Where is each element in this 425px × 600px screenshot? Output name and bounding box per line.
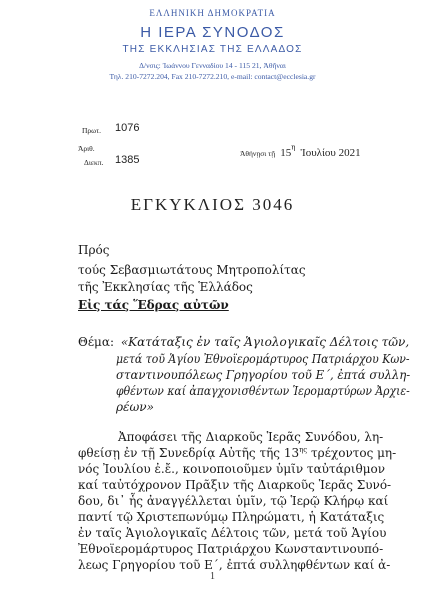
prot-label: Πρωτ.: [82, 126, 101, 135]
subject-line1: «Κατάταξις ἐν ταῖς Ἁγιολογικαῖς Δέλτοις τῶν,: [120, 335, 410, 349]
letterhead-contact: Τηλ. 210-7272.204, Fax 210-7272.210, e-mail: contact@ecclesia.gr: [109, 72, 316, 81]
page-number: 1: [210, 571, 215, 582]
body-line3: νός Ἰουλίου ἐ.ἔ., κοινοποιοῦμεν ὑμῖν ταὐτάριθμον: [78, 462, 386, 476]
subject-line2: μετά τοῦ Ἁγίου Ἐθνοϊερομάρτυρος Πατριάρχου Κων-: [116, 352, 410, 366]
letterhead-church: ΤΗΣ ΕΚΚΛΗΣΙΑΣ ΤΗΣ ΕΛΛΑΔΟΣ: [122, 44, 303, 55]
recipient-line1: τούς Σεβασμιωτάτους Μητροπολίτας: [78, 263, 306, 277]
subject-line1-row: [78, 335, 409, 349]
subject-line3: σταντινουπόλεως Γρηγορίου τοῦ Ε΄, ἐπτά συλλη-: [116, 368, 411, 382]
recipient-line3: Εἰς τάς Ἕδρας αὐτῶν: [78, 298, 229, 312]
ar-label: Ἀριθ.: [78, 144, 95, 153]
diekp-value: 1385: [115, 154, 140, 166]
body-line1: Ἀποφάσει τῆς Διαρκοῦς Ἱερᾶς Συνόδου, λη-: [118, 430, 384, 444]
body-line6: παντί τῷ Χριστεπωνύμῳ Πληρώματι, ἡ Κατάταξις: [78, 510, 385, 524]
body-line4: καί ταὐτόχρονον Πρᾶξιν τῆς Διαρκοῦς Ἱερᾶς Συνό-: [78, 478, 392, 492]
body-line2-b: τρέχοντος μη-: [307, 446, 397, 460]
diekp-label: Διεκπ.: [84, 158, 104, 167]
body-line2: [78, 446, 396, 460]
date-day: 15: [280, 147, 292, 159]
document-date: [240, 141, 361, 160]
prot-value: 1076: [115, 122, 140, 134]
body-line8: Ἐθνοϊερομάρτυρος Πατριάρχου Κωνσταντινουπό-: [78, 542, 384, 556]
letterhead-address: Δ/νσις: Ἰωάννου Γενναδίου 14 - 115 21, Ἀθῆναι: [139, 61, 286, 70]
body-line7: ἐν ταῖς Ἁγιολογικαῖς Δέλτοις τῶν, μετά τοῦ Ἁγίου: [78, 526, 387, 540]
subject-line4: φθέντων καί ἀπαγχονισθέντων Ἱερομαρτύρων Ἀρχιε-: [116, 384, 410, 398]
body-line2-sup: ης: [299, 446, 308, 454]
body-line9: λεως Γρηγορίου τοῦ Ε΄, ἐπτά συλληφθέντων καί ἀ-: [78, 558, 391, 572]
recipient-line2: τῆς Ἐκκλησίας τῆς Ἑλλάδος: [78, 280, 253, 294]
body-line2-a: φθείσῃ ἐν τῇ Συνεδρίᾳ Αὐτῆς τῆς 13: [78, 446, 300, 460]
letterhead-synod: Η ΙΕΡΑ ΣΥΝΟΔΟΣ: [140, 24, 285, 41]
letterhead-country: ΕΛΛΗΝΙΚΗ ΔΗΜΟΚΡΑΤΙΑ: [149, 8, 276, 18]
recipient-to: Πρός: [78, 243, 110, 257]
encyclical-title: ΕΓΚΥΚΛΙΟΣ 3046: [130, 195, 295, 214]
date-sup: η: [291, 143, 296, 152]
date-rest: Ἰουλίου 2021: [300, 147, 361, 159]
body-line5: δου, δι᾽ ἧς ἀναγγέλλεται ὑμῖν, τῷ Ἱερῷ Κλήρῳ καί: [78, 494, 389, 508]
date-prefix: Ἀθήνῃσι τῇ: [240, 149, 276, 158]
subject-line5: ρέων»: [116, 400, 154, 414]
subject-label: Θέμα:: [78, 335, 114, 349]
